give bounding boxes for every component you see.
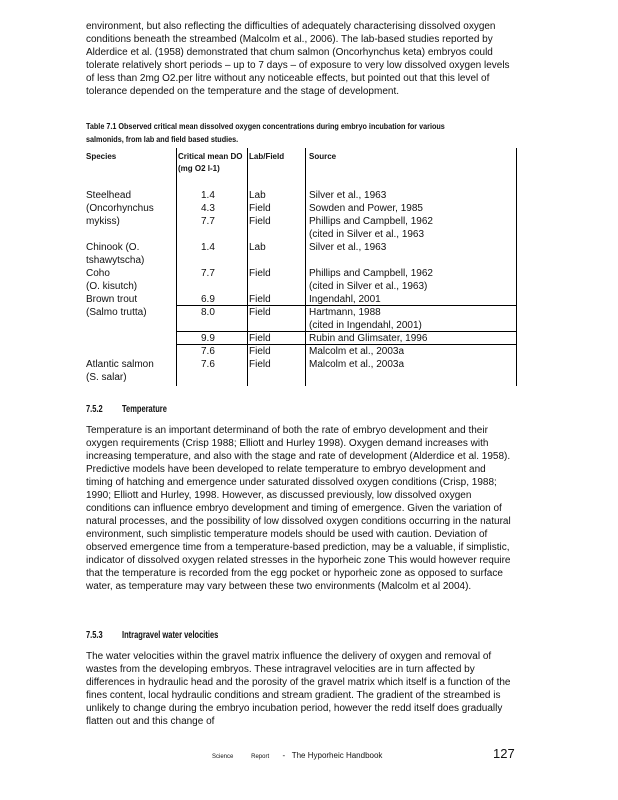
cell-critical-value: 1.4 (201, 190, 215, 201)
cell-source: Silver et al., 1963 (309, 190, 387, 201)
section-753-number: 7.5.3 (86, 630, 103, 641)
header-source: Source (309, 152, 337, 161)
cell-labfield: Field (249, 333, 271, 344)
cell-labfield: Field (249, 203, 271, 214)
cell-source: Silver et al., 1963 (309, 242, 387, 253)
cell-species: Atlantic salmon (86, 359, 154, 370)
cell-species: mykiss) (86, 216, 120, 227)
cell-critical-value: 7.6 (201, 359, 215, 370)
footer-science: Science (212, 754, 234, 760)
cell-source: Hartmann, 1988 (309, 307, 381, 318)
cell-critical-value: 1.4 (201, 242, 215, 253)
cell-source: Malcolm et al., 2003a (309, 346, 405, 357)
footer-separator: - (282, 751, 286, 760)
cell-critical-value: 7.6 (201, 346, 215, 357)
section-753-heading (86, 630, 218, 641)
cell-species: Steelhead (86, 190, 132, 201)
cell-critical-value: 7.7 (201, 268, 215, 279)
header-labfield: Lab/Field (249, 152, 285, 161)
cell-species: (Salmo trutta) (86, 307, 147, 318)
cell-source: Sowden and Power, 1985 (309, 203, 423, 214)
section-752-heading (86, 404, 167, 415)
cell-labfield: Field (249, 294, 271, 305)
cell-critical-value: 7.7 (201, 216, 215, 227)
cell-source: (cited in Ingendahl, 2001) (309, 320, 422, 331)
cell-labfield: Field (249, 346, 271, 357)
do-table (86, 148, 516, 386)
section-753-title: Intragravel water velocities (122, 630, 219, 641)
cell-species: (S. salar) (86, 372, 127, 383)
cell-critical-value: 9.9 (201, 333, 215, 344)
cell-source: Ingendahl, 2001 (309, 294, 381, 305)
section-752-title: Temperature (122, 404, 167, 415)
cell-species: Brown trout (86, 294, 138, 305)
cell-species: Coho (86, 268, 110, 279)
section-752-text: Temperature is an important determinand of both the rate of embryo development and their oxygen requirements (Crisp 1988; Elliott and Hurley 1998). Oxygen demand increases with increasing temperature, and also with the stage and rate of development (Alderdice et al. 1958). Predictive models have been developed to relate temperature to embryo development and timing of hatching and emergence under saturated dissolved oxygen conditions (Crisp, 1988; 1990; Elliott and Hurley, 1998. However, as discussed previously, low dissolved oxygen conditions can influence embryo development and timing of emergence. Given the variation of natural processes, and the possibility of low dissolved oxygen conditions occurring in the natural environment, such simplistic temperature models should be used with caution. Deviation of observed emergence time from a temperature-based prediction, may be a valuable, if simplistic, indicator of dissolved oxygen related stresses in the hyporheic zone This would however require that the temperature is recorded from the egg pocket or hyporheic zone as opposed to surface water, as temperature may vary between these two environments (Malcolm et al 2004). (86, 425, 511, 592)
footer-report: Report (251, 754, 270, 760)
cell-source: (cited in Silver et al., 1963) (309, 281, 428, 292)
cell-source: (cited in Silver et al., 1963 (309, 229, 425, 240)
table-caption: Table 7.1 Observed critical mean dissolved oxygen concentrations during embryo incubation for various salmonids, from lab and field based studies. (86, 121, 445, 144)
cell-source: Rubin and Glimsater, 1996 (309, 333, 428, 344)
footer (212, 751, 382, 760)
header-species: Species (86, 152, 117, 161)
cell-labfield: Field (249, 268, 271, 279)
cell-species: tshawytscha) (86, 255, 145, 266)
cell-species: (Oncorhynchus (86, 203, 154, 214)
header-critical: Critical mean DO (mg O2 l-1) (178, 152, 243, 173)
intro-paragraph: environment, but also reflecting the difficulties of adequately characterising dissolved oxygen conditions beneath the streambed (Malcolm et al., 2006). The lab-based studies reported by Alderdice et al. (1958) demonstrated that chum salmon (Oncorhynchus keta) embryos could tolerate relatively short periods – up to 7 days – of exposure to very low dissolved oxygen levels of less than 2mg O2.per litre without any noticeable effects, but pointed out that this level of tolerance depended on the temperature and the stage of development. (86, 21, 510, 97)
cell-critical-value: 6.9 (201, 294, 215, 305)
cell-source: Phillips and Campbell, 1962 (309, 216, 433, 227)
cell-critical-value: 8.0 (201, 307, 215, 318)
cell-labfield: Field (249, 216, 271, 227)
cell-labfield: Lab (249, 190, 266, 201)
cell-species: (O. kisutch) (86, 281, 138, 292)
cell-labfield: Field (249, 307, 271, 318)
cell-critical-value: 4.3 (201, 203, 215, 214)
section-752-number: 7.5.2 (86, 404, 103, 415)
footer-title: The Hyporheic Handbook (291, 751, 383, 760)
cell-source: Malcolm et al., 2003a (309, 359, 405, 370)
cell-source: Phillips and Campbell, 1962 (309, 268, 433, 279)
cell-labfield: Field (249, 359, 271, 370)
cell-species: Chinook (O. (86, 242, 140, 253)
section-753-text: The water velocities within the gravel matrix influence the delivery of oxygen and removal of wastes from the developing embryos. These intragravel velocities are in turn affected by differences in hydraulic head and the porosity of the gravel matrix which itself is a function of the fines content, local hydraulic conditions and stream gradient. The gradient of the streambed is unlikely to change during the embryo incubation period, however the redd itself does gradually flatten out and this change of (86, 651, 511, 727)
cell-labfield: Lab (249, 242, 266, 253)
page-number: 127 (493, 746, 515, 761)
